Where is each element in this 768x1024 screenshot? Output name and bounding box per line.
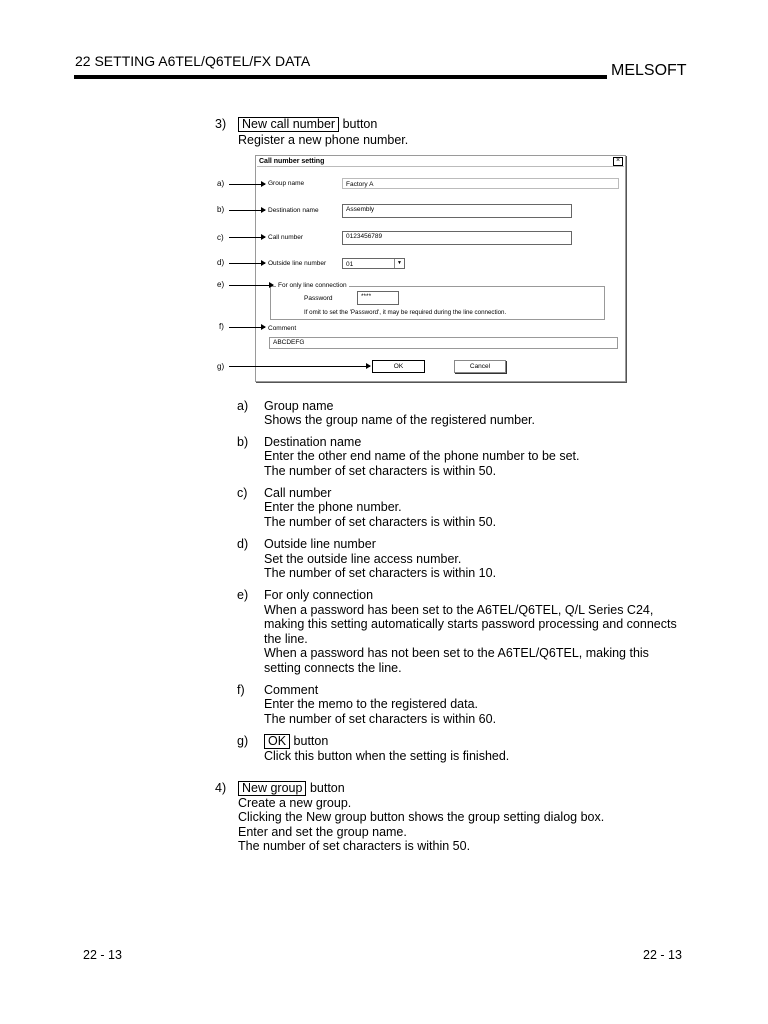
ok-button-reference: OK (264, 734, 290, 749)
callout-g-arrow (229, 366, 370, 367)
new-call-number-button[interactable]: New call number (238, 117, 339, 132)
item-e-key: e) (237, 588, 249, 602)
item-c-title: Call number (264, 486, 332, 500)
item-d-title: Outside line number (264, 537, 376, 551)
call-number-label: Call number (268, 234, 304, 241)
step3-heading (238, 117, 377, 132)
item-b-title: Destination name (264, 435, 362, 449)
step4-line: Clicking the New group button shows the group setting dialog box. (238, 810, 605, 824)
item-f-title: Comment (264, 683, 319, 697)
callout-e: e) (217, 280, 225, 289)
item-g-title (264, 734, 328, 749)
step4-line: Enter and set the group name. (238, 825, 407, 839)
page-number-right: 22 - 13 (643, 948, 682, 962)
callout-d-arrow (229, 263, 265, 264)
item-d-key: d) (237, 537, 249, 551)
item-a-title: Group name (264, 399, 334, 413)
password-note: If omit to set the 'Password', it may be required during the line connection. (304, 309, 507, 316)
new-group-button[interactable]: New group (238, 781, 306, 796)
step3-description: Register a new phone number. (238, 133, 409, 147)
callout-d: d) (217, 258, 225, 267)
outside-line-number-select[interactable] (342, 258, 405, 269)
group-name-label: Group name (268, 180, 305, 187)
item-d-line: Set the outside line access number. (264, 552, 462, 566)
chapter-title: 22 SETTING A6TEL/Q6TEL/FX DATA (75, 53, 311, 69)
callout-b: b) (217, 205, 225, 214)
item-b-line: The number of set characters is within 50. (264, 464, 497, 478)
item-f-key: f) (237, 683, 245, 697)
item-g-line: Click this button when the setting is finished. (264, 749, 510, 763)
callout-g: g) (217, 362, 225, 371)
cancel-button[interactable]: Cancel (454, 360, 506, 373)
password-input[interactable]: **** (357, 291, 399, 305)
callout-c-arrow (229, 237, 265, 238)
item-f-line: The number of set characters is within 60. (264, 712, 497, 726)
item-a-key: a) (237, 399, 249, 413)
header-rule (74, 75, 607, 79)
outside-line-number-label: Outside line number (268, 260, 327, 267)
item-a-line: Shows the group name of the registered number. (264, 413, 535, 427)
item-c-line: Enter the phone number. (264, 500, 402, 514)
callout-f: f) (219, 322, 224, 331)
item-e-line: making this setting automatically starts password processing and connects (264, 617, 677, 631)
step4-line: Create a new group. (238, 796, 352, 810)
item-e-line: When a password has been set to the A6TEL/Q6TEL, Q/L Series C24, (264, 603, 654, 617)
item-e-line: setting connects the line. (264, 661, 402, 675)
item-c-key: c) (237, 486, 248, 500)
destination-name-input[interactable]: Assembly (342, 204, 572, 218)
destination-name-label: Destination name (268, 207, 319, 214)
ok-button[interactable]: OK (372, 360, 425, 373)
item-e-title: For only connection (264, 588, 374, 602)
item-g-title-suffix: button (293, 734, 329, 748)
comment-label: Comment (268, 325, 297, 332)
chevron-down-icon[interactable]: ▼ (394, 259, 404, 268)
step3-number: 3) (215, 117, 227, 131)
item-e-line: the line. (264, 632, 308, 646)
group-name-field: Factory A (342, 178, 619, 189)
call-number-setting-dialog (255, 155, 626, 382)
callout-a-arrow (229, 184, 265, 185)
step4-number: 4) (215, 781, 227, 795)
line-connection-group-label: For only line connection (278, 282, 347, 289)
item-d-line: The number of set characters is within 10. (264, 566, 497, 580)
callout-b-arrow (229, 210, 265, 211)
comment-input[interactable]: ABCDEFG (269, 337, 618, 349)
item-e-line: When a password has not been set to the A6TEL/Q6TEL, making this (264, 646, 649, 660)
call-number-input[interactable]: 0123456789 (342, 231, 572, 245)
step4-heading (238, 781, 345, 796)
page-number-left: 22 - 13 (83, 948, 122, 962)
item-f-line: Enter the memo to the registered data. (264, 697, 479, 711)
item-g-key: g) (237, 734, 249, 748)
item-c-line: The number of set characters is within 50. (264, 515, 497, 529)
callout-a: a) (217, 179, 225, 188)
step4-button-suffix: button (309, 781, 345, 795)
outside-line-number-value: 01 (346, 261, 354, 268)
step4-line: The number of set characters is within 50. (238, 839, 471, 853)
callout-c: c) (217, 233, 224, 242)
callout-e-arrow (229, 285, 273, 286)
item-b-key: b) (237, 435, 249, 449)
step3-button-suffix: button (342, 117, 378, 131)
item-b-line: Enter the other end name of the phone number to be set. (264, 449, 580, 463)
dialog-title: Call number setting (257, 157, 624, 167)
password-label: Password (304, 295, 333, 302)
close-icon[interactable]: × (613, 157, 623, 166)
callout-f-arrow (229, 327, 265, 328)
brand-label: MELSOFT (611, 62, 687, 79)
